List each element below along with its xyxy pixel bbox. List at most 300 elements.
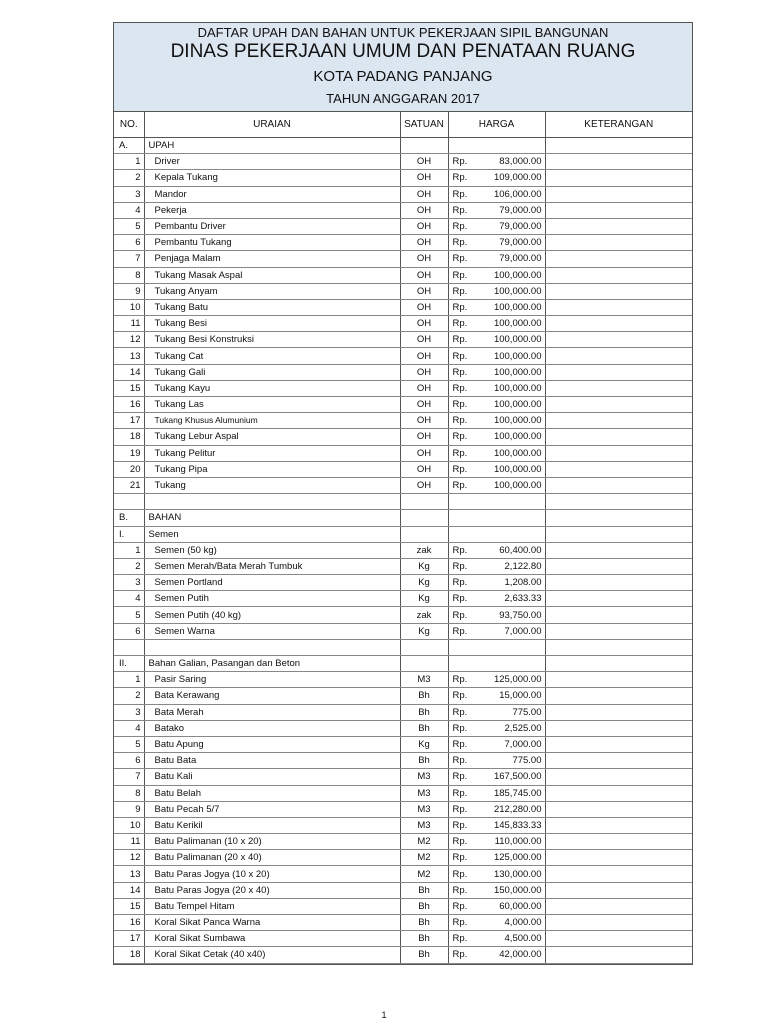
row-no-cell: 6 [114,753,144,769]
table-row [114,154,692,170]
row-uraian-cell: Tukang Kayu [144,380,400,396]
row-satuan-cell: OH [400,154,448,170]
row-keterangan-cell [545,785,692,801]
row-uraian-cell: Batu Pecah 5/7 [144,801,400,817]
row-keterangan-cell [545,817,692,833]
row-satuan-cell: OH [400,332,448,348]
title-line-2: DINAS PEKERJAAN UMUM DAN PENATAAN RUANG [170,41,636,62]
title-block [114,23,692,112]
row-harga-cell: 2,122.80 [484,558,545,574]
row-currency-cell: Rp. [448,623,484,639]
row-currency-cell: Rp. [448,283,484,299]
row-satuan-cell: OH [400,170,448,186]
row-uraian-cell: Semen Putih (40 kg) [144,607,400,623]
row-uraian-cell: Tukang [144,477,400,493]
row-uraian-cell: Tukang Anyam [144,283,400,299]
row-no-cell: 8 [114,785,144,801]
row-harga-cell: 100,000.00 [484,316,545,332]
row-currency-cell: Rp. [448,445,484,461]
table-row [114,380,692,396]
row-harga-cell: 775.00 [484,704,545,720]
row-satuan-cell [400,639,448,655]
row-satuan-cell [400,138,448,154]
table-row [114,235,692,251]
row-satuan-cell: Bh [400,898,448,914]
row-currency-cell: Rp. [448,850,484,866]
row-currency-cell: Rp. [448,769,484,785]
table-row [114,267,692,283]
row-satuan-cell [400,510,448,526]
title-line-4: TAHUN ANGGARAN 2017 [326,91,480,106]
row-uraian-cell: Batu Palimanan (20 x 40) [144,850,400,866]
table-row [114,445,692,461]
row-harga-cell: 79,000.00 [484,235,545,251]
row-no-cell: 7 [114,251,144,267]
price-list-sheet [113,22,693,965]
row-currency-cell [448,526,484,542]
row-keterangan-cell [545,834,692,850]
table-row [114,364,692,380]
row-keterangan-cell [545,413,692,429]
table-header-row [114,112,692,138]
row-harga-cell: 125,000.00 [484,672,545,688]
row-uraian-cell: Tukang Pipa [144,461,400,477]
table-row [114,186,692,202]
row-keterangan-cell [545,154,692,170]
row-satuan-cell: OH [400,397,448,413]
row-satuan-cell: M2 [400,834,448,850]
table-row [114,170,692,186]
row-keterangan-cell [545,591,692,607]
row-no-cell: 4 [114,591,144,607]
table-row [114,591,692,607]
row-harga-cell: 130,000.00 [484,866,545,882]
row-keterangan-cell [545,218,692,234]
row-harga-cell: 100,000.00 [484,348,545,364]
row-harga-cell: 7,000.00 [484,736,545,752]
row-no-cell: 9 [114,283,144,299]
row-satuan-cell: OH [400,235,448,251]
row-satuan-cell: M2 [400,866,448,882]
table-row [114,817,692,833]
row-currency-cell: Rp. [448,348,484,364]
row-harga-cell: 60,400.00 [484,542,545,558]
row-satuan-cell [400,494,448,510]
row-harga-cell: 100,000.00 [484,283,545,299]
row-no-cell: 1 [114,154,144,170]
row-harga-cell: 1,208.00 [484,575,545,591]
row-no-cell: 2 [114,170,144,186]
row-satuan-cell: M3 [400,785,448,801]
row-uraian-cell: Kepala Tukang [144,170,400,186]
row-no-cell: 5 [114,607,144,623]
row-no-cell: 21 [114,477,144,493]
col-header-keterangan: KETERANGAN [545,112,692,138]
row-keterangan-cell [545,397,692,413]
table-row [114,785,692,801]
row-currency-cell: Rp. [448,461,484,477]
row-currency-cell: Rp. [448,235,484,251]
blank-row [114,494,692,510]
row-harga-cell: 100,000.00 [484,380,545,396]
row-no-cell: 1 [114,672,144,688]
row-currency-cell: Rp. [448,413,484,429]
row-currency-cell [448,656,484,672]
row-keterangan-cell [545,850,692,866]
table-body [114,138,692,964]
row-satuan-cell: OH [400,380,448,396]
row-satuan-cell: zak [400,607,448,623]
row-uraian-cell: Semen [144,526,400,542]
row-uraian-cell: Semen (50 kg) [144,542,400,558]
row-no-cell: 3 [114,186,144,202]
row-satuan-cell: OH [400,429,448,445]
row-currency-cell: Rp. [448,882,484,898]
row-no-cell: I. [114,526,144,542]
row-harga-cell: 79,000.00 [484,251,545,267]
row-uraian-cell [144,639,400,655]
row-no-cell: 2 [114,558,144,574]
row-harga-cell: 100,000.00 [484,332,545,348]
row-currency-cell: Rp. [448,170,484,186]
row-satuan-cell: Bh [400,882,448,898]
row-no-cell: 8 [114,267,144,283]
row-satuan-cell: Bh [400,704,448,720]
row-currency-cell: Rp. [448,202,484,218]
row-currency-cell [448,639,484,655]
row-satuan-cell: M3 [400,672,448,688]
row-uraian-cell: Batu Belah [144,785,400,801]
row-currency-cell: Rp. [448,154,484,170]
row-satuan-cell: zak [400,542,448,558]
col-header-harga: HARGA [448,112,545,138]
row-no-cell: 2 [114,688,144,704]
row-keterangan-cell [545,542,692,558]
row-uraian-cell: Tukang Gali [144,364,400,380]
row-keterangan-cell [545,947,692,963]
row-no-cell: 10 [114,299,144,315]
row-currency-cell [448,494,484,510]
row-satuan-cell: Kg [400,591,448,607]
row-satuan-cell [400,526,448,542]
row-uraian-cell: UPAH [144,138,400,154]
row-uraian-cell: Tukang Pelitur [144,445,400,461]
row-no-cell: 6 [114,235,144,251]
row-uraian-cell: Tukang Khusus Alumunium [144,413,400,429]
row-no-cell [114,639,144,655]
row-satuan-cell [400,656,448,672]
row-keterangan-cell [545,461,692,477]
row-satuan-cell: OH [400,364,448,380]
row-harga-cell: 100,000.00 [484,445,545,461]
row-satuan-cell: OH [400,267,448,283]
row-keterangan-cell [545,429,692,445]
row-currency-cell: Rp. [448,672,484,688]
row-keterangan-cell [545,477,692,493]
row-uraian-cell: Batu Apung [144,736,400,752]
row-uraian-cell: Semen Putih [144,591,400,607]
table-row [114,882,692,898]
col-header-uraian: URAIAN [144,112,400,138]
row-currency-cell: Rp. [448,186,484,202]
table-row [114,397,692,413]
row-harga-cell: 100,000.00 [484,397,545,413]
row-satuan-cell: Kg [400,623,448,639]
row-keterangan-cell [545,267,692,283]
row-no-cell: 4 [114,202,144,218]
row-keterangan-cell [545,251,692,267]
row-no-cell: 16 [114,915,144,931]
row-no-cell: 16 [114,397,144,413]
row-satuan-cell: OH [400,186,448,202]
row-uraian-cell: Semen Warna [144,623,400,639]
row-no-cell: 11 [114,316,144,332]
row-no-cell: 14 [114,882,144,898]
row-currency-cell: Rp. [448,316,484,332]
row-satuan-cell: M3 [400,801,448,817]
row-uraian-cell: Tukang Masak Aspal [144,267,400,283]
row-harga-cell: 79,000.00 [484,202,545,218]
row-keterangan-cell [545,138,692,154]
row-harga-cell: 185,745.00 [484,785,545,801]
row-uraian-cell: Tukang Lebur Aspal [144,429,400,445]
table-row [114,866,692,882]
row-currency-cell: Rp. [448,688,484,704]
row-no-cell: 7 [114,769,144,785]
row-satuan-cell: OH [400,251,448,267]
table-row [114,931,692,947]
row-no-cell: 5 [114,736,144,752]
row-keterangan-cell [545,931,692,947]
row-currency-cell: Rp. [448,397,484,413]
table-row [114,348,692,364]
row-satuan-cell: M2 [400,850,448,866]
row-currency-cell: Rp. [448,704,484,720]
row-harga-cell [484,639,545,655]
row-uraian-cell: Mandor [144,186,400,202]
row-currency-cell: Rp. [448,736,484,752]
row-no-cell: 13 [114,348,144,364]
row-uraian-cell: Tukang Batu [144,299,400,315]
row-harga-cell: 42,000.00 [484,947,545,963]
row-satuan-cell: Bh [400,915,448,931]
row-keterangan-cell [545,332,692,348]
row-keterangan-cell [545,283,692,299]
row-harga-cell: 4,500.00 [484,931,545,947]
row-uraian-cell: Bata Merah [144,704,400,720]
row-currency-cell: Rp. [448,299,484,315]
row-no-cell: II. [114,656,144,672]
row-harga-cell: 150,000.00 [484,882,545,898]
col-header-no: NO. [114,112,144,138]
table-row [114,558,692,574]
row-keterangan-cell [545,623,692,639]
row-uraian-cell: Penjaga Malam [144,251,400,267]
row-uraian-cell [144,494,400,510]
row-harga-cell: 100,000.00 [484,477,545,493]
table-row [114,623,692,639]
row-currency-cell: Rp. [448,364,484,380]
row-currency-cell: Rp. [448,931,484,947]
row-currency-cell: Rp. [448,947,484,963]
table-row [114,413,692,429]
row-no-cell [114,494,144,510]
section-row [114,138,692,154]
row-harga-cell: 167,500.00 [484,769,545,785]
row-uraian-cell: Pasir Saring [144,672,400,688]
row-harga-cell: 83,000.00 [484,154,545,170]
row-uraian-cell: Koral Sikat Sumbawa [144,931,400,947]
row-satuan-cell: OH [400,316,448,332]
table-row [114,461,692,477]
row-keterangan-cell [545,494,692,510]
row-no-cell: 3 [114,575,144,591]
row-harga-cell: 15,000.00 [484,688,545,704]
table-row [114,218,692,234]
row-keterangan-cell [545,299,692,315]
row-keterangan-cell [545,769,692,785]
row-no-cell: 12 [114,850,144,866]
row-no-cell: B. [114,510,144,526]
row-keterangan-cell [545,672,692,688]
table-row [114,202,692,218]
row-harga-cell: 100,000.00 [484,299,545,315]
row-uraian-cell: Pembantu Driver [144,218,400,234]
row-uraian-cell: Bahan Galian, Pasangan dan Beton [144,656,400,672]
row-keterangan-cell [545,170,692,186]
row-currency-cell: Rp. [448,591,484,607]
row-no-cell: 15 [114,898,144,914]
row-keterangan-cell [545,736,692,752]
row-keterangan-cell [545,316,692,332]
row-harga-cell [484,138,545,154]
table-row [114,736,692,752]
page-number: 1 [381,1010,387,1020]
table-row [114,575,692,591]
row-currency-cell: Rp. [448,866,484,882]
row-no-cell: 14 [114,364,144,380]
row-satuan-cell: Bh [400,720,448,736]
row-keterangan-cell [545,882,692,898]
row-satuan-cell: Kg [400,736,448,752]
row-harga-cell: 100,000.00 [484,461,545,477]
row-harga-cell: 145,833.33 [484,817,545,833]
row-satuan-cell: OH [400,348,448,364]
row-currency-cell: Rp. [448,380,484,396]
row-keterangan-cell [545,364,692,380]
row-keterangan-cell [545,526,692,542]
row-harga-cell [484,656,545,672]
table-row [114,834,692,850]
row-no-cell: 3 [114,704,144,720]
row-satuan-cell: M3 [400,817,448,833]
row-no-cell: 20 [114,461,144,477]
row-currency-cell: Rp. [448,575,484,591]
table-row [114,299,692,315]
table-row [114,429,692,445]
row-satuan-cell: OH [400,461,448,477]
row-no-cell: 18 [114,429,144,445]
row-uraian-cell: Batu Kerikil [144,817,400,833]
row-satuan-cell: Bh [400,753,448,769]
row-harga-cell: 100,000.00 [484,413,545,429]
row-currency-cell [448,138,484,154]
row-uraian-cell: Semen Merah/Bata Merah Tumbuk [144,558,400,574]
row-satuan-cell: Bh [400,688,448,704]
row-keterangan-cell [545,510,692,526]
row-keterangan-cell [545,704,692,720]
row-harga-cell: 212,280.00 [484,801,545,817]
row-keterangan-cell [545,558,692,574]
row-no-cell: 9 [114,801,144,817]
table-row [114,898,692,914]
row-harga-cell: 79,000.00 [484,218,545,234]
table-row [114,316,692,332]
section-row [114,526,692,542]
row-uraian-cell: Batu Paras Jogya (10 x 20) [144,866,400,882]
row-keterangan-cell [545,202,692,218]
row-keterangan-cell [545,607,692,623]
row-currency-cell: Rp. [448,218,484,234]
row-harga-cell: 109,000.00 [484,170,545,186]
row-currency-cell: Rp. [448,558,484,574]
row-keterangan-cell [545,656,692,672]
row-no-cell: 15 [114,380,144,396]
section-row [114,510,692,526]
row-harga-cell: 125,000.00 [484,850,545,866]
row-uraian-cell: Tukang Besi [144,316,400,332]
row-keterangan-cell [545,235,692,251]
table-row [114,753,692,769]
row-no-cell: 17 [114,413,144,429]
row-keterangan-cell [545,445,692,461]
table-row [114,688,692,704]
row-harga-cell: 100,000.00 [484,267,545,283]
row-currency-cell: Rp. [448,542,484,558]
row-uraian-cell: Semen Portland [144,575,400,591]
row-uraian-cell: Batu Paras Jogya (20 x 40) [144,882,400,898]
row-currency-cell: Rp. [448,785,484,801]
table-row [114,542,692,558]
row-harga-cell: 100,000.00 [484,364,545,380]
row-currency-cell [448,510,484,526]
row-keterangan-cell [545,380,692,396]
row-uraian-cell: Driver [144,154,400,170]
row-no-cell: 6 [114,623,144,639]
row-harga-cell: 4,000.00 [484,915,545,931]
row-currency-cell: Rp. [448,429,484,445]
row-currency-cell: Rp. [448,915,484,931]
title-line-1: DAFTAR UPAH DAN BAHAN UNTUK PEKERJAAN SIPIL BANGUNAN [197,25,609,40]
row-keterangan-cell [545,639,692,655]
row-satuan-cell: OH [400,283,448,299]
row-harga-cell: 775.00 [484,753,545,769]
row-satuan-cell: Bh [400,931,448,947]
row-uraian-cell: Batu Bata [144,753,400,769]
row-no-cell: 4 [114,720,144,736]
row-satuan-cell: OH [400,413,448,429]
row-satuan-cell: Kg [400,575,448,591]
row-no-cell: 19 [114,445,144,461]
row-uraian-cell: Pembantu Tukang [144,235,400,251]
row-keterangan-cell [545,720,692,736]
row-currency-cell: Rp. [448,267,484,283]
row-no-cell: 1 [114,542,144,558]
row-harga-cell: 60,000.00 [484,898,545,914]
row-uraian-cell: Pekerja [144,202,400,218]
row-harga-cell [484,526,545,542]
row-uraian-cell: Batako [144,720,400,736]
